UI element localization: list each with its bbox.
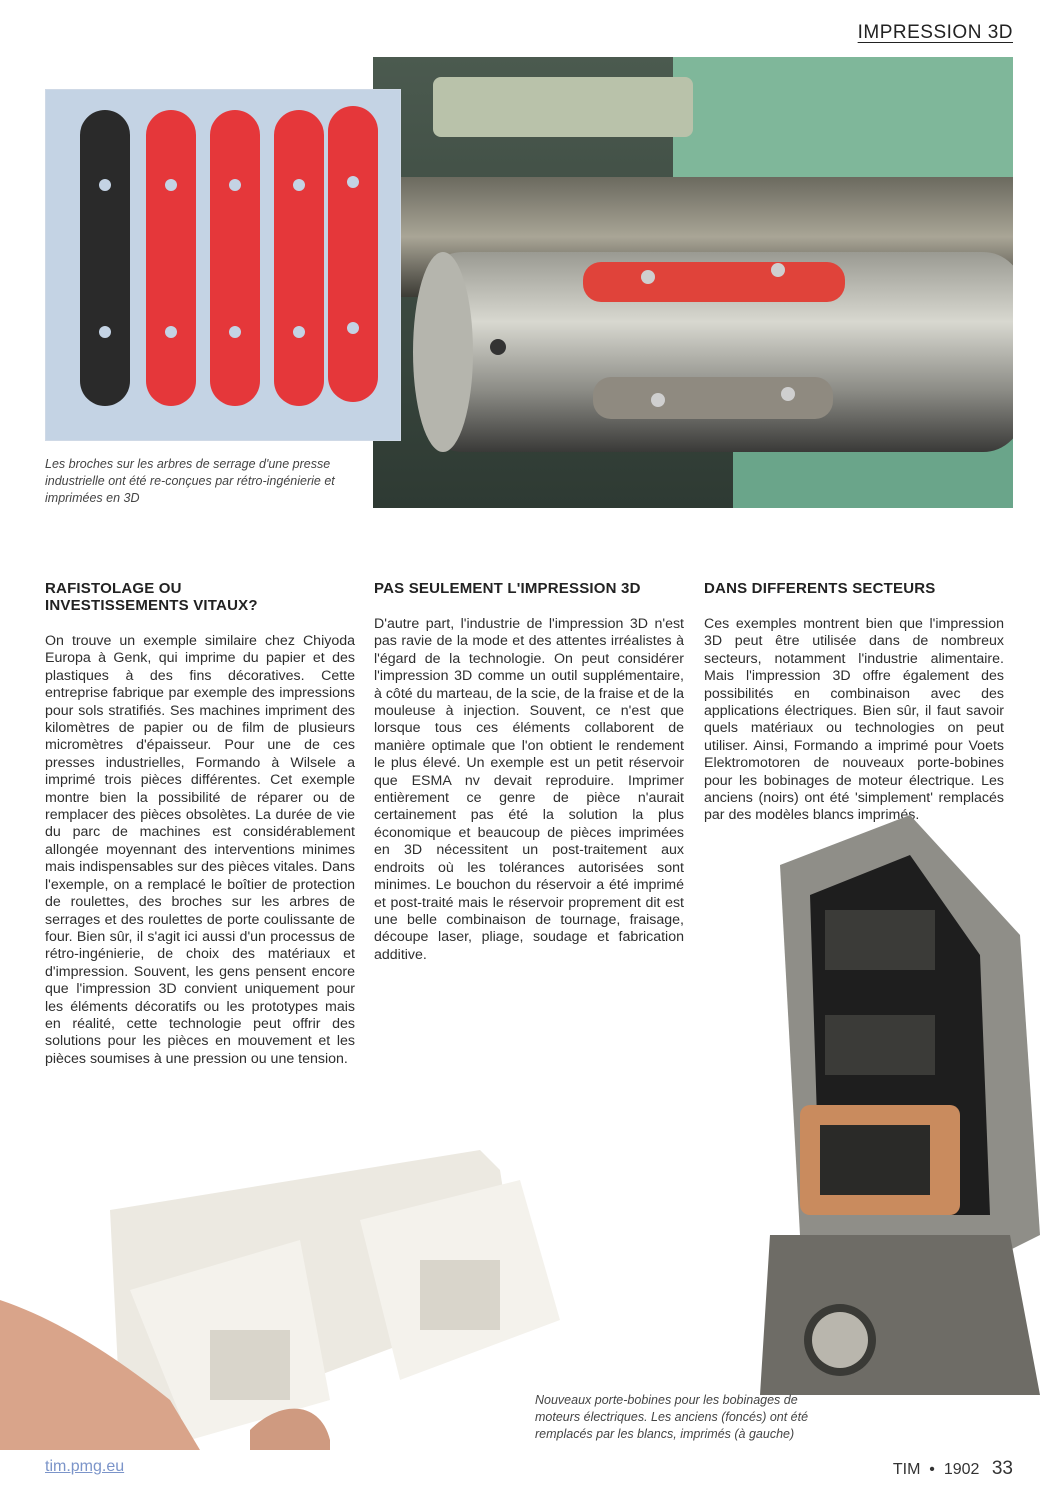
white-coil-holder-photo [0, 1150, 600, 1450]
website-link[interactable]: tim.pmg.eu [45, 1458, 125, 1475]
printed-broches-photo [45, 89, 401, 441]
machine-shaft-photo [373, 57, 1013, 508]
issue-number: 1902 [943, 1461, 980, 1478]
bullet-separator: • [924, 1461, 940, 1478]
column-2-heading: PAS SEULEMENT L'IMPRESSION 3D [374, 580, 641, 597]
column-2 [374, 580, 684, 964]
column-3-heading: DANS DIFFERENTS SECTEURS [704, 580, 936, 597]
footer-issue [893, 1458, 1013, 1480]
motor-housing-photo [740, 815, 1058, 1395]
column-3-body: Ces exemples montrent bien que l'impression 3D peut être utilisée dans de nombreux secteurs, notamment l'industrie alimentaire. Mais l'impression 3D offre également des possibilités en combinaison avec des applications électriques. Bien sûr, il faut savoir quels matériaux ou technologies on peut utiliser. Ainsi, Formando a imprimé pour Voets Elektromotoren de nouveaux porte-bobines pour les bobinages de moteur électrique. Les anciens (noirs) ont été 'simplement' remplacés par des modèles blancs imprimés. [704, 616, 1004, 824]
column-2-body: D'autre part, l'industrie de l'impression 3D n'est pas ravie de la mode et des attentes irréalistes à l'égard de la technologie. On peut considérer l'impression 3D comme un outil supplémentaire, à côté du marteau, de la scie, de la fraise et de la mouleuse à injection. Souvent, ce n'est que lorsque tous ces éléments collaborent de manière optimale que l'on obtient le rendement le plus élevé. Un exemple est un petit réservoir que ESMA nv devait reproduire. Imprimer entièrement ce genre de pièce n'aurait certainement pas été la solution la plus économique et beaucoup de pièces imprimées en 3D nécessitent un post-traitement aux endroits où les tolérances autorisées sont minimes. Le bouchon du réservoir a été imprimé et post-traité mais le réservoir proprement dit est une belle combinaison de tournage, fraisage, découpe laser, pliage, soudage et fabrication additive. [374, 616, 684, 963]
magazine-name: TIM [892, 1461, 921, 1478]
column-1-heading: RAFISTOLAGE OU INVESTISSEMENTS VITAUX? [45, 580, 258, 614]
top-figure-caption: Les broches sur les arbres de serrage d'une presse industrielle ont été re-conçues par rétro-ingénierie et imprimées en 3D [45, 457, 335, 505]
page-number: 33 [991, 1458, 1013, 1479]
section-header: IMPRESSION 3D [857, 22, 1013, 43]
column-1-body: On trouve un exemple similaire chez Chiyoda Europa à Genk, qui imprime du papier et des plastiques à des fins décoratives. Cette entreprise fabrique par exemple des impressions pour sols stratifiés. Ses machines impriment des kilomètres de papier ou de film de plusieurs micromètres d'épaisseur. Pour une de ces presses industrielles, Formando à Wilsele a imprimé trois pièces différentes. Cet exemple montre bien la possibilité de réparer ou de remplacer des pièces obsolètes. La durée de vie du parc de machines est considérablement allongée moyennant des interventions minimes mais indispensables sur des pièces vitales. Dans l'exemple, on a remplacé le boîtier de protection de roulettes, des broches sur les arbres de serrages et des roulettes de porte coulissante de four. Bien sûr, il s'agit ici aussi d'un processus de rétro-ingénierie, de choix des matériaux et d'impression. Souvent, les gens pensent encore que l'impression 3D convient uniquement pour les éléments décoratifs ou les prototypes mais en réalité, cette technologie peut offrir des solutions pour les pièces en mouvement et les pièces soumises à une pression ou une tension. [45, 633, 355, 1067]
column-1 [45, 580, 355, 1068]
bottom-figure-caption: Nouveaux porte-bobines pour les bobinages de moteurs électriques. Les anciens (foncés) ont été remplacés par les blancs, imprimés (à gauche) [535, 1393, 809, 1441]
column-3 [704, 580, 1013, 825]
